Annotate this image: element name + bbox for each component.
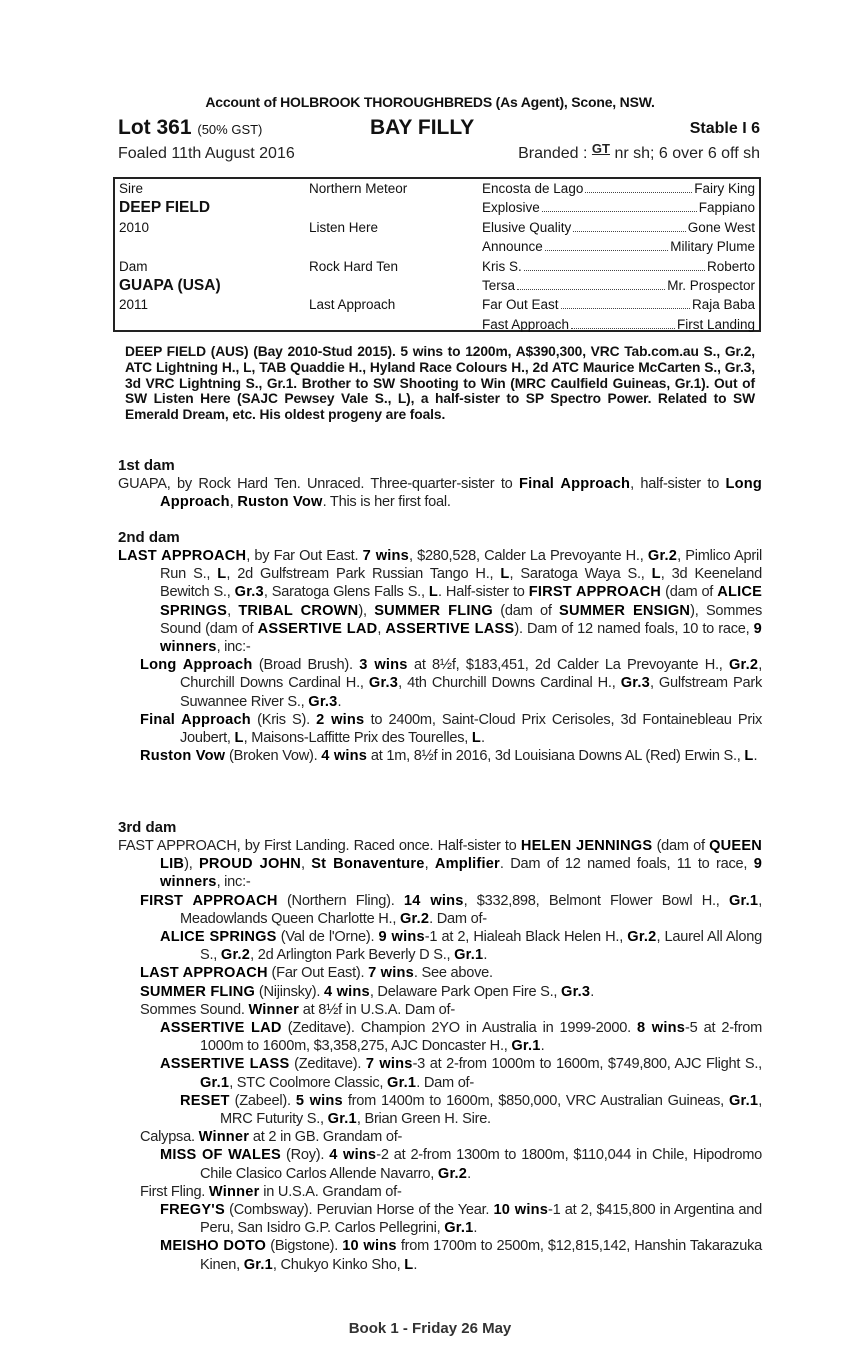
highlighted-text: Winner [208,1183,260,1200]
entry-text: , 3d Keeneland Bewitch S., [160,566,762,601]
highlighted-text: Winner [248,1001,299,1018]
pedigree-entry [118,837,762,892]
entry-text: (Val de l'Orne). [276,929,379,946]
highlighted-text: Gr.2 [220,947,251,964]
entry-text: -3 at 2-from 1000m to 1600m, $749,800, AJC Flight S., [412,1056,762,1073]
pedigree-sire-of-dam-line: Fast Approach [482,316,570,332]
entry-text: , Churchill Downs Cardinal H., [180,657,762,692]
highlighted-text: ASSERTIVE LASS [160,1056,290,1073]
highlighted-text: SUMMER FLING [374,602,493,619]
stable-number: Stable I 6 [689,120,760,137]
entry-text: (Kris S). [250,711,317,728]
highlighted-text: FIRST APPROACH [528,584,661,601]
highlighted-text: SUMMER FLING [140,983,256,1000]
entry-text: First Fling. [140,1183,209,1200]
entry-text: (dam of [661,584,718,601]
highlighted-text: Gr.1 [511,1038,541,1055]
highlighted-text: 7 wins [365,1056,413,1073]
highlighted-text: 2 wins [316,711,365,728]
dot-leader [517,276,665,290]
entry-text: . [590,983,595,1000]
branded-details: nr sh; 6 over 6 off sh [614,145,760,162]
entry-text: at 2 in GB. Grandam of- [249,1129,403,1146]
entry-text: , [377,620,386,637]
entry-text: , $280,528, Calder La Prevoyante H., [408,548,648,564]
highlighted-text: Long Approach [160,476,762,511]
pedigree-generation-3-4 [482,295,755,314]
highlighted-text: Gr.2 [399,910,430,927]
entry-text: (Northern Fling). [277,892,404,909]
pedigree-generation-1: DEEP FIELD [119,199,211,217]
entry-text: , STC Coolmore Classic, [229,1074,388,1091]
entry-text: Calypsa. [140,1129,199,1146]
entry-text: . See above. [413,965,493,982]
pedigree-generation-1: 2011 [119,297,149,313]
pedigree-generation-1: GUAPA (USA) [119,277,221,294]
entry-text: . [753,748,758,765]
highlighted-text: TRIBAL CROWN [238,602,359,619]
pedigree-grandsire: Gone West [687,219,755,235]
dot-leader [542,198,697,212]
highlighted-text: L [471,730,481,747]
pedigree-generation-2: Listen Here [309,219,379,235]
highlighted-text: Gr.1 [200,1074,230,1091]
second-dam-section [118,529,762,765]
pedigree-entry [118,1128,762,1146]
pedigree-entry [118,1019,762,1055]
highlighted-text: L [217,566,227,583]
pedigree-entry [118,747,762,765]
pedigree-grandsire: Military Plume [670,239,755,255]
entry-text: (Bigstone). [266,1238,343,1255]
highlighted-text: Final Approach [519,476,631,492]
entry-text: , half-sister to [630,476,726,492]
pedigree-generation-2: Northern Meteor [309,181,408,196]
entry-text: . [467,1165,471,1182]
pedigree-sire-of-dam-line: Kris S. [482,258,522,274]
pedigree-sire-of-dam-line: Far Out East [482,297,559,313]
highlighted-text: Amplifier [434,856,500,873]
pedigree-entry [118,1201,762,1237]
highlighted-text: 3 wins [359,657,408,674]
pedigree-generation-3-4 [482,179,755,198]
pedigree-entry [118,928,762,964]
entry-text: (Nijinsky). [255,983,325,1000]
highlighted-text: FIRST APPROACH [140,892,278,909]
pedigree-sire-of-dam-line: Encosta de Lago [482,181,584,196]
dot-leader [585,179,692,193]
highlighted-text: Gr.2 [627,929,657,946]
highlighted-text: 9 winners [160,620,762,656]
entry-text: (dam of [652,838,710,854]
entry-text: . [480,730,485,747]
entry-text: . [337,693,342,710]
highlighted-text: SUMMER ENSIGN [559,602,691,619]
highlighted-text: ALICE SPRINGS [160,929,277,946]
entry-text: . This is her first foal. [322,494,451,511]
highlighted-text: Final Approach [140,711,251,728]
highlighted-text: Gr.3 [234,584,264,601]
pedigree-grandsire: Roberto [706,258,755,274]
entry-text: , Saratoga Glens Falls S., [263,584,429,601]
entry-text: . [473,1220,478,1237]
highlighted-text: Gr.1 [387,1074,417,1091]
pedigree-generation-3-4 [482,237,755,256]
pedigree-generation-2: Last Approach [309,297,396,313]
entry-text: , inc:- [216,639,251,656]
entry-text: , 2d Arlington Park Beverly D S., [250,947,455,964]
entry-text: (Combsway). Peruvian Horse of the Year. [224,1202,494,1219]
lot-label: Lot 361 [118,116,192,139]
highlighted-text: Gr.1 [327,1111,357,1128]
highlighted-text: 7 wins [362,548,409,564]
highlighted-text: MISS OF WALES [160,1147,281,1164]
entry-text: in U.S.A. Grandam of- [259,1183,402,1200]
entry-text: , Gulfstream Park Suwannee River S., [180,675,762,710]
entry-text: , Chukyo Kinko Sho, [272,1256,405,1273]
entry-text: -2 at 2-from 1300m to 1800m, $110,044 in Chile, Hipodromo Chile Clasico Carlos Allende Navarro, [200,1147,763,1182]
entry-text: , Pimlico April Run S., [160,548,762,583]
section-heading: 3rd dam [118,819,177,836]
sire-summary: DEEP FIELD (AUS) (Bay 2010-Stud 2015). 5 wins to 1200m, A$390,300, VRC Tab.com.au S., Gr.2, ATC Lightning H., L, TAB Quaddie H., Hyland Race Colours H., 2d ATC Maurice McCarten S., Gr.3, 3d VRC Lightning S., Gr.1. Brother to SW Shooting to Win (MRC Caulfield Guineas, Gr.1). Out of SW Listen Here (SAJC Pewsey Vale S., L), a half-sister to SP Spectro Power. Related to SW Emerald Dream, etc. His oldest progeny are foals. [125,344,755,423]
entry-text: -1 at 2, $415,800 in Argentina and Peru, San Isidro G.P. Carlos Pellegrini, [200,1202,763,1237]
pedigree-generation-3-4 [482,257,755,276]
entry-text: , $332,898, Belmont Flower Bowl H., [463,892,729,909]
pedigree-generation-1: Sire [119,181,144,196]
foaled-date: Foaled 11th August 2016 [118,145,295,162]
highlighted-text: Gr.2 [647,548,678,564]
highlighted-text: L [234,730,244,747]
pedigree-entry [118,964,762,982]
entry-text: . Dam of- [416,1074,474,1091]
entry-text: , [227,602,239,619]
highlighted-text: Gr.3 [308,693,338,710]
entry-text: ). Dam of 12 named foals, 10 to race, [514,620,754,637]
dot-leader [545,237,668,251]
entry-text: (Zeditave). Champion 2YO in Australia in 1999-2000. [281,1020,637,1037]
entry-text: , Laurel All Along S., [200,929,763,964]
entry-text: . [413,1256,418,1273]
entry-text: , [424,856,435,873]
highlighted-text: Gr.1 [728,1092,759,1109]
highlighted-text: ASSERTIVE LAD [257,620,378,637]
entry-text: , [300,856,312,873]
highlighted-text: Ruston Vow [140,748,226,765]
highlighted-text: 4 wins [321,748,368,765]
page-footer: Book 1 - Friday 26 May [348,1320,512,1337]
highlighted-text: LAST APPROACH [140,965,268,982]
vendor-account: Account of HOLBROOK THOROUGHBREDS (As Agent), Scone, NSW. [205,94,655,110]
entry-text: , 4th Churchill Downs Cardinal H., [398,675,621,692]
highlighted-text: 4 wins [324,983,370,1000]
highlighted-text: Gr.3 [620,675,650,692]
entry-text: , MRC Futurity S., [220,1092,762,1128]
dot-leader [571,315,675,329]
pedigree-grandsire: First Landing [676,316,755,332]
highlighted-text: PROUD JOHN [199,856,301,873]
highlighted-text: 10 wins [342,1238,397,1255]
dot-leader [573,218,685,232]
highlighted-text: ALICE SPRINGS [160,584,762,619]
highlighted-text: 8 wins [636,1020,686,1037]
entry-text: at 8½f in U.S.A. Dam of- [298,1001,455,1018]
pedigree-row [115,257,759,276]
pedigree-entry [118,983,762,1001]
highlighted-text: L [428,584,439,601]
pedigree-sire-of-dam-line: Tersa [482,278,516,293]
entry-text: (Zabeel). [229,1092,296,1109]
entry-text: , [229,494,238,511]
entry-text: (Broken Vow). [225,748,322,765]
highlighted-text: Gr.1 [454,947,484,964]
entry-text: . Half-sister to [438,584,529,601]
brand-mark: GT [591,141,610,156]
highlighted-text: Gr.2 [728,657,759,674]
pedigree-generation-3-4 [482,276,755,295]
entry-text: , Brian Green H. Sire. [356,1111,491,1128]
entry-text: GUAPA, by Rock Hard Ten. Unraced. Three-quarter-sister to [118,476,519,492]
entry-text: , by Far Out East. [246,548,363,564]
pedigree-row [115,179,759,198]
highlighted-text: HELEN JENNINGS [520,838,653,854]
pedigree-entry [118,656,762,711]
entry-text: , 2d Gulfstream Park Russian Tango H., [226,566,501,583]
entry-text: to 2400m, Saint-Cloud Prix Cerisoles, 3d Fontainebleau Prix Joubert, [180,711,763,747]
pedigree-sire-of-dam-line: Explosive [482,200,540,216]
pedigree-entry [118,1055,762,1091]
section-heading: 2nd dam [118,529,180,546]
pedigree-entry [118,1092,762,1128]
dot-leader [524,257,705,271]
highlighted-text: 7 wins [368,965,414,982]
highlighted-text: RESET [180,1092,230,1109]
entry-text: , Meadowlands Queen Charlotte H., [180,892,762,927]
highlighted-text: 4 wins [329,1147,377,1164]
pedigree-sire-of-dam-line: Announce [482,239,543,255]
entry-text: . [540,1038,545,1055]
pedigree-entry [118,1001,762,1019]
entry-text: ), [184,856,199,873]
pedigree-grandsire: Raja Baba [691,297,755,313]
pedigree-row [115,276,759,295]
entry-text: at 1m, 8½f in 2016, 3d Louisiana Downs AL (Red) Erwin S., [367,748,745,765]
highlighted-text: ASSERTIVE LASS [385,620,515,637]
pedigree-row [115,295,759,314]
highlighted-text: MEISHO DOTO [160,1238,267,1255]
pedigree-entry [118,1183,762,1201]
pedigree-entry [118,711,762,747]
entry-text: (dam of [492,602,560,619]
pedigree-sire-of-dam-line: Elusive Quality [482,219,572,235]
highlighted-text: Gr.3 [561,983,591,1000]
pedigree-row [115,198,759,217]
highlighted-text: Winner [198,1129,250,1146]
entry-text: , Saratoga Waya S., [509,566,652,583]
entry-text: (Zeditave). [289,1056,366,1073]
entry-text: . [483,947,488,964]
entry-text: (Far Out East). [267,965,369,982]
lot-number [118,116,262,140]
highlighted-text: FREGY'S [160,1202,225,1219]
branding [518,141,760,163]
pedigree-row [115,237,759,256]
pedigree-grandsire: Mr. Prospector [667,278,755,293]
pedigree-grandsire: Fairy King [694,181,755,196]
pedigree-row [115,315,759,334]
pedigree-entry [118,475,762,511]
pedigree-entry [118,547,762,656]
highlighted-text: 9 wins [378,929,425,946]
entry-text: -1 at 2, Hialeah Black Helen H., [424,929,628,946]
highlighted-text: QUEEN LIB [160,838,762,873]
section-heading: 1st dam [118,457,175,474]
entry-text: (Broad Brush). [252,657,360,674]
pedigree-generation-1: 2010 [119,219,150,235]
entry-text: from 1700m to 2500m, $12,815,142, Hanshin Takarazuka Kinen, [200,1238,762,1273]
highlighted-text: LAST APPROACH [118,548,247,564]
entry-text: , Maisons-Laffitte Prix des Tourelles, [243,730,472,747]
highlighted-text: 9 winners [160,856,763,891]
pedigree-entry [118,892,762,928]
third-dam-section [118,819,762,1274]
entry-text: . Dam of 12 named foals, 11 to race, [499,856,754,873]
highlighted-text: Gr.1 [444,1220,474,1237]
pedigree-row [115,218,759,237]
entry-text: FAST APPROACH, by First Landing. Raced once. Half-sister to [118,838,521,854]
pedigree-grandsire: Fappiano [698,200,755,216]
first-dam-section [118,457,762,511]
dot-leader [561,295,690,309]
entry-text: ), [358,602,375,619]
branded-label: Branded : [518,145,588,162]
highlighted-text: Gr.3 [368,675,399,692]
entry-text: from 1400m to 1600m, $850,000, VRC Australian Guineas, [342,1092,729,1109]
highlighted-text: L [651,566,661,583]
highlighted-text: Gr.1 [728,892,759,909]
pedigree-entry [118,1146,762,1182]
highlighted-text: L [744,748,754,765]
entry-text: (Roy). [280,1147,330,1164]
highlighted-text: 5 wins [295,1092,343,1109]
entry-text: ), Sommes Sound (dam of [160,602,763,637]
entry-text: -5 at 2-from 1000m to 1600m, $3,358,275, AJC Doncaster H., [200,1020,762,1055]
entry-text: , inc:- [216,874,251,891]
gst-note: (50% GST) [197,122,263,137]
highlighted-text: Gr.2 [437,1165,468,1182]
entry-text: Sommes Sound. [140,1001,249,1018]
highlighted-text: Long Approach [140,657,253,674]
pedigree-generation-1: Dam [119,258,148,274]
pedigree-entry [118,1237,762,1273]
pedigree-table [113,177,761,332]
entry-text: at 8½f, $183,451, 2d Calder La Prevoyante H., [407,657,729,674]
highlighted-text: L [500,566,510,583]
pedigree-generation-2: Rock Hard Ten [309,258,399,274]
entry-text: . Dam of- [429,910,487,927]
highlighted-text: Gr.1 [243,1256,273,1273]
lot-description: BAY FILLY [370,116,475,139]
highlighted-text: Ruston Vow [237,494,323,511]
entry-text: , Delaware Park Open Fire S., [369,983,562,1000]
pedigree-generation-3-4 [482,198,755,217]
highlighted-text: ASSERTIVE LAD [160,1020,282,1037]
highlighted-text: St Bonaventure [311,856,425,873]
highlighted-text: L [404,1256,414,1273]
pedigree-generation-3-4 [482,218,755,237]
highlighted-text: 10 wins [493,1202,549,1219]
pedigree-generation-3-4 [482,315,755,334]
highlighted-text: 14 wins [403,892,464,909]
